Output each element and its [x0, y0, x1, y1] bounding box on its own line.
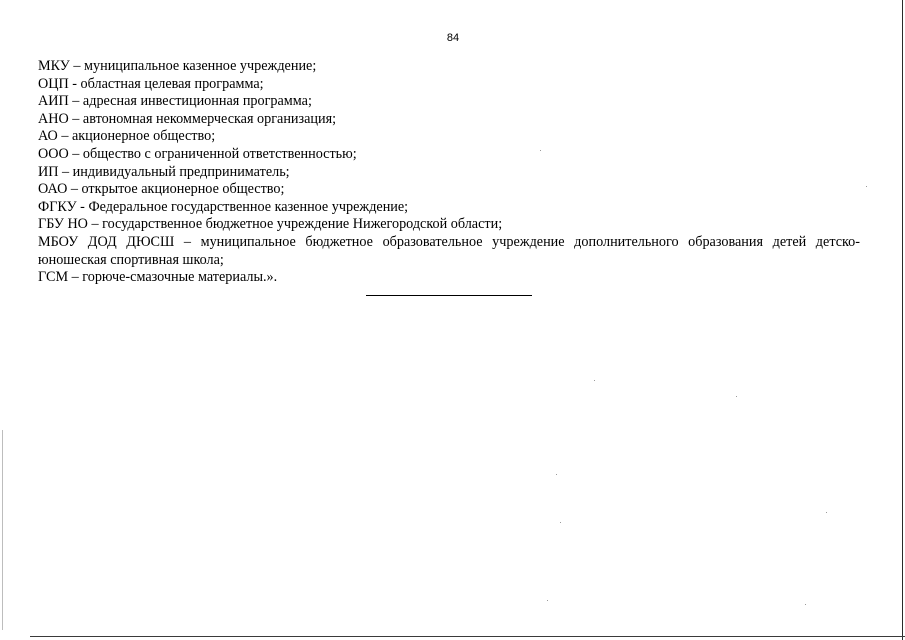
abbreviation-list — [38, 58, 860, 287]
abbreviation-item: АО – акционерное общество; — [38, 128, 216, 145]
abbreviation-item: ГБУ НО – государственное бюджетное учреждение Нижегородской области; — [38, 216, 503, 233]
abbreviation-item: ИП – индивидуальный предприниматель; — [38, 163, 290, 180]
scan-speck — [560, 522, 561, 523]
scan-speck — [556, 474, 557, 475]
closing-rule — [366, 295, 532, 296]
scan-border-left — [2, 430, 3, 630]
scan-speck — [540, 150, 541, 151]
scan-speck — [866, 186, 867, 187]
abbreviation-item: МБОУ ДОД ДЮСШ – муниципальное бюджетное образовательное учреждение дополнительного образования детей детско-юношеская спортивная школа; — [38, 233, 860, 268]
abbreviation-item: АНО – автономная некоммерческая организация; — [38, 110, 337, 127]
scan-border-bottom — [30, 636, 905, 637]
scan-border-right — [902, 0, 903, 640]
abbreviation-item: АИП – адресная инвестиционная программа; — [38, 93, 312, 110]
abbreviation-item: МКУ – муниципальное казенное учреждение; — [38, 58, 317, 74]
abbreviation-item: ОЦП - областная целевая программа; — [38, 75, 264, 92]
page-number: 84 — [446, 32, 460, 44]
abbreviation-item: ГСМ – горюче-смазочные материалы.». — [38, 269, 278, 286]
abbreviation-item: ОАО – открытое акционерное общество; — [38, 181, 285, 198]
scan-speck — [805, 604, 806, 605]
scan-speck — [826, 512, 827, 513]
scan-speck — [736, 396, 737, 397]
abbreviation-item: ФГКУ - Федеральное государственное казенное учреждение; — [38, 198, 409, 215]
scan-speck — [547, 600, 548, 601]
abbreviation-item: ООО – общество с ограниченной ответственностью; — [38, 145, 357, 162]
scan-speck — [594, 380, 595, 381]
